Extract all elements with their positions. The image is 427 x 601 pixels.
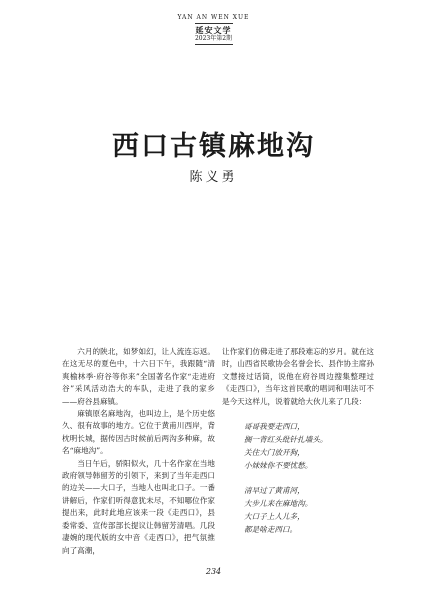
paragraph: 麻镇原名麻地沟，也叫边上，是个历史悠久、很有故事的地方。它位于黄甫川西岸，背枕明长城，据传因古时候前后两沟多种麻，故名“麻地沟”。	[62, 409, 215, 456]
left-column	[62, 346, 215, 557]
article-author: 陈义勇	[189, 170, 238, 185]
right-column	[222, 346, 374, 548]
masthead-rule	[195, 23, 233, 24]
poem-line: 搁一背红头纰针扎墙头。	[244, 435, 328, 445]
masthead-pinyin: YAN AN WEN XUE	[177, 14, 250, 21]
masthead-rule	[195, 44, 233, 45]
journal-issue: 2023年第2期	[194, 35, 233, 42]
poem-stanza	[244, 484, 374, 536]
masthead	[0, 14, 427, 46]
poem-line: 都是啥走西口。	[244, 525, 298, 535]
poem-stanza	[244, 420, 374, 472]
poem-line: 小妹妹你不要忧愁。	[244, 461, 313, 471]
poem-line: 大口子上人儿多，	[244, 512, 305, 522]
poem-line: 哥哥我要走西口，	[244, 422, 305, 432]
paragraph: 六月的陕北，如梦如幻，让人流连忘返。在这无尽的夏色中，十六日下午，我跟随“清爽榆林季·府谷等你来”全国著名作家“走进府谷”采风活动浩大的车队，走进了我的家乡——府谷县麻镇。	[62, 347, 215, 406]
paragraph: 让作家们仿佛走进了那段难忘的岁月。就在这时，山西省民歌协会名誉会长、县作协主席孙文慧接过话筒，说他在府谷周边搜集整理过《走西口》，当年这首民歌的唱词和唱法可不是今天这样儿，说着就给大伙儿来了几段：	[222, 347, 374, 406]
journal-name: 延安文学	[195, 25, 232, 35]
poem-line: 清早过了黄甫河，	[244, 486, 305, 496]
page-number: 234	[205, 567, 222, 576]
article-title: 西口古镇麻地沟	[112, 131, 315, 162]
poem-line: 大步儿来在麻地沟。	[244, 499, 313, 509]
paragraph: 当日午后，骄阳似火，几十名作家在当地政府领导韩留芳的引领下，来到了当年走西口的边关——大口子，当地人也叫北口子。一番讲解后，作家们听得意犹未尽，不知哪位作家提出来，此时此地应该来一段《走西口》，县委常委、宣传部部长提议让韩留芳清唱。几段凄婉的现代版的女中音《走西口》，把气氛推向了高潮，	[62, 458, 215, 555]
poem-line: 关住大门放开狗，	[244, 448, 305, 458]
folk-song-lyrics	[244, 420, 374, 536]
